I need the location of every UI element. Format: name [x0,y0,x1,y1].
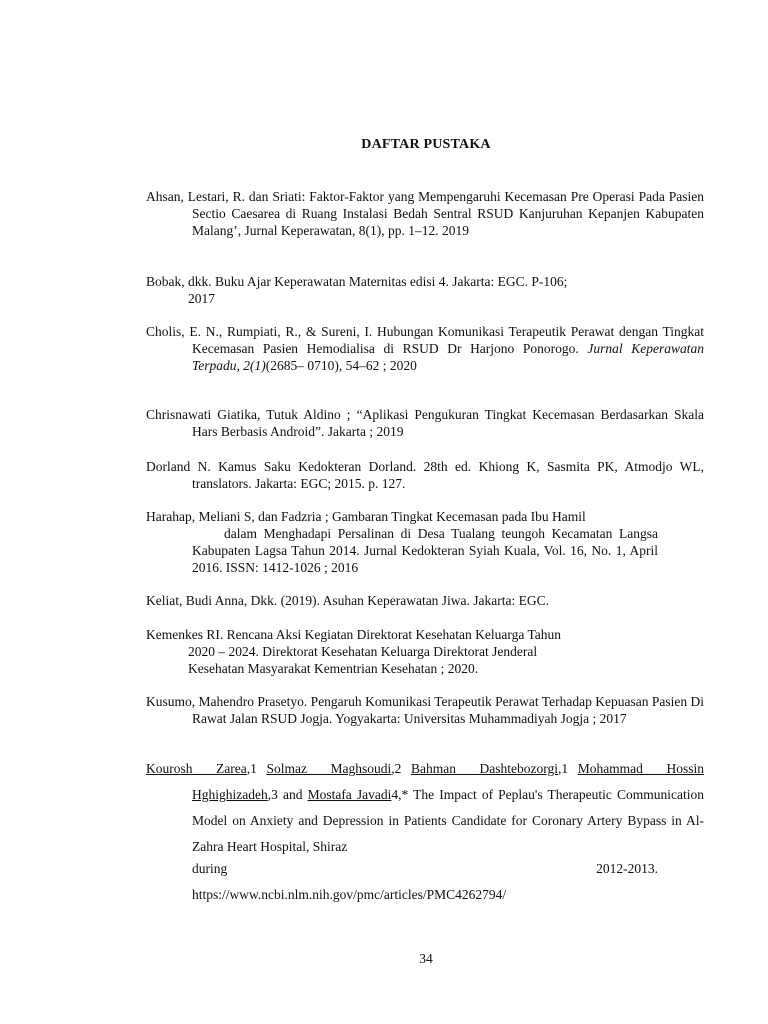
reference-cholis-text: Cholis, E. N., Rumpiati, R., & Sureni, I. Hubungan Komunikasi Terapeutik Perawat dengan Tingkat Kecemasan Pasien Hemodialisa di RSUD Dr Harjono Ponorogo. [146,324,704,356]
reference-cholis-volume: 2(1) [243,358,266,373]
reference-kemenkes [146,626,658,677]
reference-bobak [146,273,658,307]
author-link-zarea[interactable]: Kourosh Zarea [146,761,247,776]
reference-kourosh-during: during [192,861,228,876]
reference-kusumo: Kusumo, Mahendro Prasetyo. Pengaruh Komunikasi Terapeutik Perawat Terhadap Kepuasan Pasien Di Rawat Jalan RSUD Jogja. Yogyakarta: Universitas Muhammadiyah Jogja ; 2017 [146,694,704,726]
author-sep-3: ,1 [558,761,578,776]
author-link-javadi[interactable]: Mostafa Javadi [307,787,392,802]
reference-ahsan: Ahsan, Lestari, R. dan Sriati: Faktor-Faktor yang Mempengaruhi Kecemasan Pre Operasi Pada Pasien Sectio Caesarea di Ruang Instalasi Bedah Sentral RSUD Kanjuruhan Kepanjen Kabupaten Malang’, Jurnal Keperawatan, 8(1), pp. 1–12. 2019 [146,189,704,238]
reference-harahap-body: dalam Menghadapi Persalinan di Desa Tualang teungoh Kecamatan Langsa Kabupaten Lagsa Tahun 2014. Jurnal Kedokteran Syiah Kuala, Vol. 16, No. 1, April 2016. ISSN: 1412-1026 ; 2016 [192,526,658,575]
reference-kourosh-title: 4,* The Impact of Peplau's Therapeutic Communication Model on Anxiety and Depression in Patients Candidate for Coronary Artery Bypass in Al-Zahra Heart Hospital, Shiraz [192,787,705,854]
page-number: 34 [419,951,433,966]
reference-cholis-sep: , [236,358,244,373]
reference-chrisnawati: Chrisnawati Giatika, Tutuk Aldino ; “Aplikasi Pengukuran Tingkat Kecemasan Berdasarkan Skala Hars Berbasis Android”. Jakarta ; 2019 [146,407,704,439]
reference-harahap [146,508,658,576]
reference-kourosh-years: 2012-2013. [596,861,658,876]
reference-kourosh [146,756,704,860]
reference-cholis-journal: Jurnal Keperawatan Terpadu [192,341,704,373]
reference-keliat: Keliat, Budi Anna, Dkk. (2019). Asuhan Keperawatan Jiwa. Jakarta: EGC. [146,593,550,608]
author-link-hghighizadeh[interactable]: Mohammad Hossin Hghighizadeh [192,761,704,802]
reference-kemenkes-line1: Kemenkes RI. Rencana Aksi Kegiatan Direktorat Kesehatan Keluarga Tahun [146,627,562,642]
reference-kemenkes-line2: 2020 – 2024. Direktorat Kesehatan Keluarga Direktorat Jenderal [188,644,538,659]
reference-cholis-tail: (2685– 0710), 54–62 ; 2020 [265,358,417,373]
reference-bobak-line2: 2017 [188,291,215,306]
author-sep-4: ,3 and [267,787,308,802]
author-sep-2: ,2 [391,761,411,776]
reference-kourosh-date-line [192,860,658,877]
reference-harahap-rest [146,525,658,576]
reference-dorland: Dorland N. Kamus Saku Kedokteran Dorland. 28th ed. Khiong K, Sasmita PK, Atmodjo WL, translators. Jakarta: EGC; 2015. p. 127. [146,459,704,491]
reference-bobak-line1: Bobak, dkk. Buku Ajar Keperawatan Maternitas edisi 4. Jakarta: EGC. P-106; [146,274,568,289]
author-sep-1: ,1 [246,761,267,776]
reference-cholis [146,323,704,374]
author-link-dashtebozorgi[interactable]: Bahman Dashtebozorgi [410,761,558,776]
reference-kourosh-url[interactable]: https://www.ncbi.nlm.nih.gov/pmc/articles/PMC4262794/ [192,887,507,902]
reference-kemenkes-line3: Kesehatan Masyarakat Kementrian Kesehatan ; 2020. [188,661,479,676]
author-link-maghsoudi[interactable]: Solmaz Maghsoudi [266,761,392,776]
page-title: DAFTAR PUSTAKA [361,137,491,152]
reference-harahap-line1: Harahap, Meliani S, dan Fadzria ; Gambaran Tingkat Kecemasan pada Ibu Hamil [146,509,586,524]
